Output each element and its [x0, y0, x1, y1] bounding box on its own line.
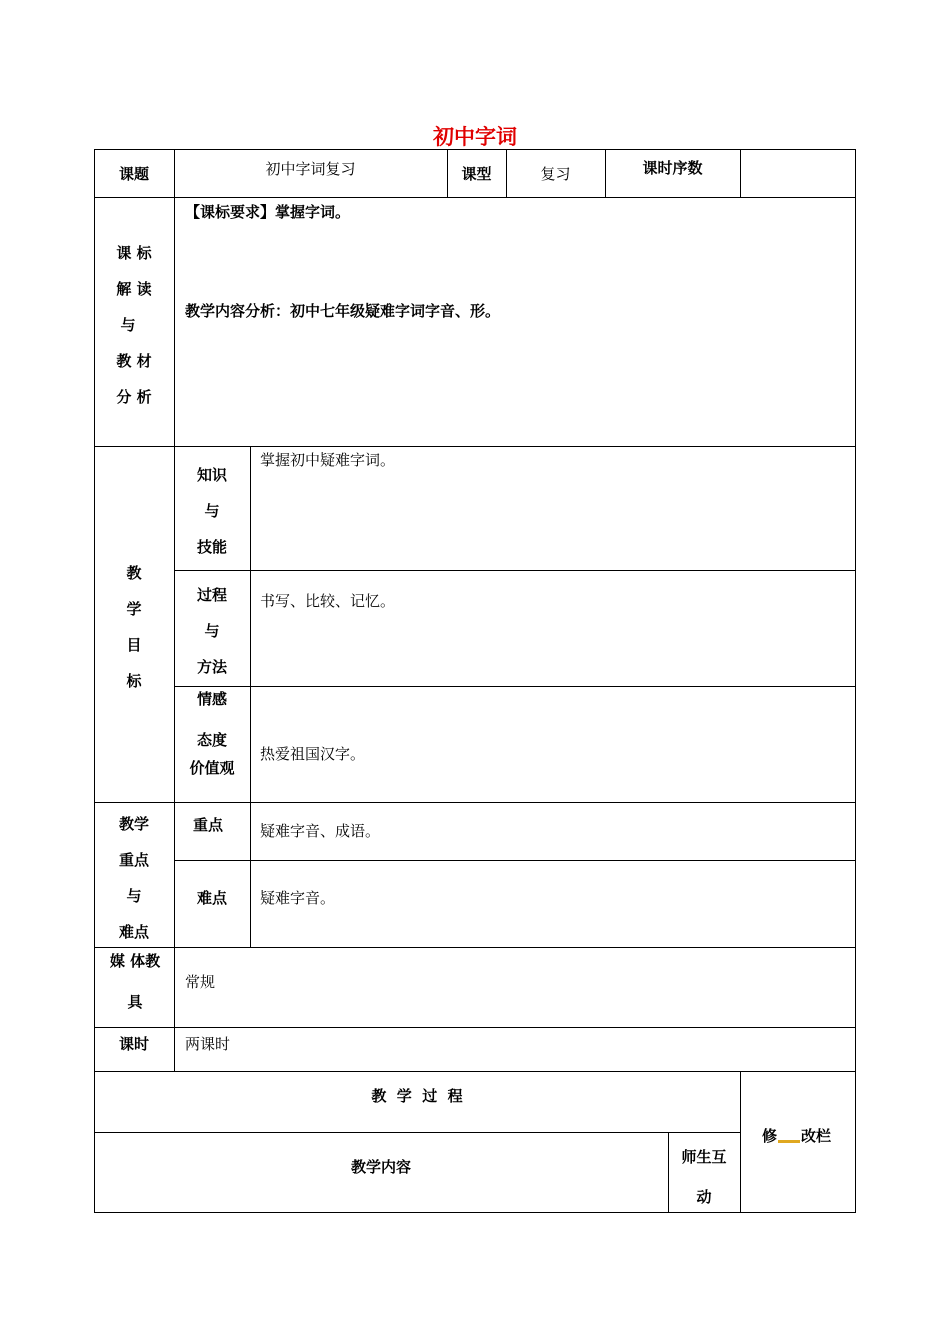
objectives-label: 教 学 目 标: [126, 564, 142, 690]
emotion-values-value: 热爱祖国汉字。: [260, 745, 366, 763]
lesson-hours-value: 两课时: [185, 1035, 231, 1053]
emotion-values-label: 情感 态度 价值观: [189, 690, 235, 777]
key-point-value: 疑难字音、成语。: [260, 822, 381, 840]
difficult-point-value: 疑难字音。: [260, 889, 336, 907]
topic-label: 课题: [118, 165, 149, 183]
knowledge-skills-value: 掌握初中疑难字词。: [260, 451, 396, 469]
knowledge-skills-label: 知识 与 技能: [196, 466, 227, 556]
keypoints-label: 教学 重点 与 难点: [118, 815, 149, 941]
key-point-label: 重点: [193, 816, 224, 834]
type-label: 课型: [461, 165, 492, 183]
teaching-process-heading: 教 学 过 程: [371, 1087, 463, 1105]
highlight-mark: [778, 1140, 800, 1143]
teacher-student-interaction-label: 师生互 动: [681, 1148, 727, 1206]
process-method-label: 过程 与 方法: [196, 586, 227, 676]
topic-value: 初中字词复习: [265, 160, 356, 178]
revision-column-label: 修 改栏: [762, 1127, 832, 1145]
difficult-point-label: 难点: [196, 889, 227, 907]
media-value: 常规: [185, 973, 216, 991]
document-title: 初中字词: [433, 124, 517, 149]
process-method-value: 书写、比较、记忆。: [260, 592, 396, 610]
media-label: 媒 体教 具: [109, 952, 161, 1011]
lesson-hours-label: 课时: [118, 1035, 149, 1053]
type-value: 复习: [540, 165, 571, 183]
content-analysis: 教学内容分析：初中七年级疑难字词字音、形。: [185, 302, 501, 320]
analysis-label: 课 标 解 读 与 教 材 分 析: [116, 244, 152, 406]
curriculum-requirement: 【课标要求】掌握字词。: [185, 203, 351, 221]
lesson-sequence-label: 课时序数: [642, 159, 703, 177]
teaching-content-label: 教学内容: [350, 1158, 411, 1176]
